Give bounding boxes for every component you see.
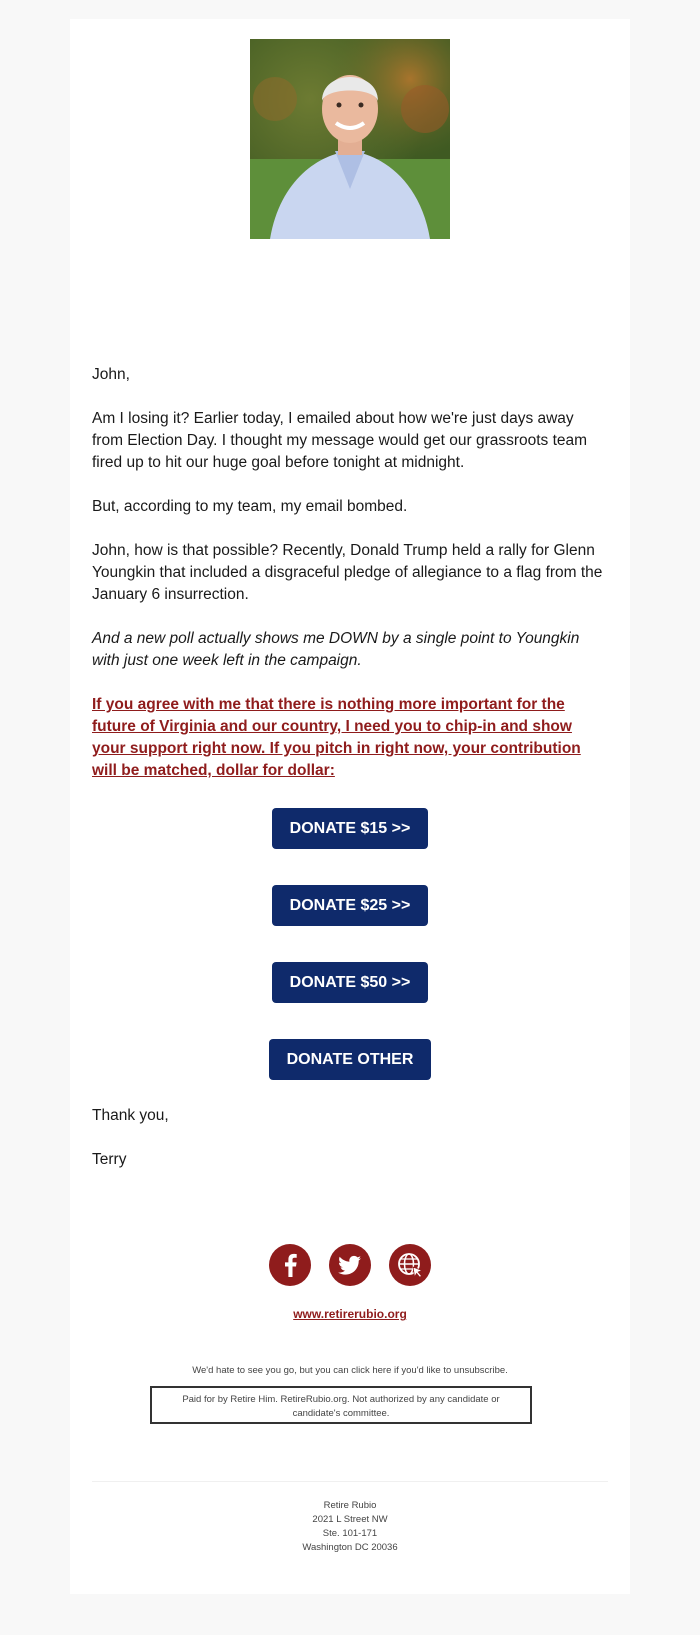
paragraph: John, how is that possible? Recently, Donald Trump held a rally for Glenn Youngkin that included a disgraceful pledge of allegiance to a flag from the January 6 insurrection. [92, 542, 603, 603]
donate-15-button[interactable]: DONATE $15 >> [272, 808, 429, 849]
donate-other-button[interactable]: DONATE OTHER [269, 1039, 432, 1080]
twitter-icon[interactable] [328, 1243, 372, 1287]
donate-25-button[interactable]: DONATE $25 >> [272, 885, 429, 926]
donate-button-row [92, 808, 608, 885]
greeting: John, [92, 366, 130, 383]
address-line: Ste. 101-171 [322, 1528, 378, 1539]
facebook-icon[interactable] [268, 1243, 312, 1287]
signoff: Thank you, [92, 1107, 169, 1124]
unsubscribe-text[interactable]: We'd hate to see you go, but you can click here if you'd like to unsubscribe. [192, 1365, 508, 1376]
donate-button-row [92, 962, 608, 1039]
cta-link[interactable]: If you agree with me that there is nothing more important for the future of Virginia and our country, I need you to chip-in and show your support right now. If you pitch in right now, your contribution will be matched, dollar for dollar: [92, 696, 581, 779]
italic-paragraph: And a new poll actually shows me DOWN by a single point to Youngkin with just one week left in the campaign. [92, 630, 580, 669]
address-line: Washington DC 20036 [302, 1542, 398, 1553]
website-icon[interactable] [388, 1243, 432, 1287]
paid-for-disclaimer: Paid for by Retire Him. RetireRubio.org. Not authorized by any candidate or candidate's committee. [150, 1386, 532, 1424]
email-body [92, 364, 608, 1193]
address-line: Retire Rubio [323, 1500, 377, 1511]
website-link[interactable]: www.retirerubio.org [293, 1307, 407, 1321]
social-icons [70, 1243, 630, 1292]
signoff-block [92, 1105, 608, 1171]
donate-50-button[interactable]: DONATE $50 >> [272, 962, 429, 1003]
donate-button-row [92, 885, 608, 962]
address-line: 2021 L Street NW [312, 1514, 388, 1525]
donate-button-row [92, 1039, 608, 1105]
paragraph: But, according to my team, my email bombed. [92, 498, 408, 515]
email-card [70, 19, 630, 1594]
signature: Terry [92, 1151, 127, 1168]
footer-divider [92, 1481, 608, 1482]
candidate-photo [250, 39, 450, 239]
mailing-address [70, 1499, 630, 1555]
paragraph: Am I losing it? Earlier today, I emailed about how we're just days away from Election Day. I thought my message would get our grassroots team fired up to hit our huge goal before tonight at midnight. [92, 410, 588, 471]
